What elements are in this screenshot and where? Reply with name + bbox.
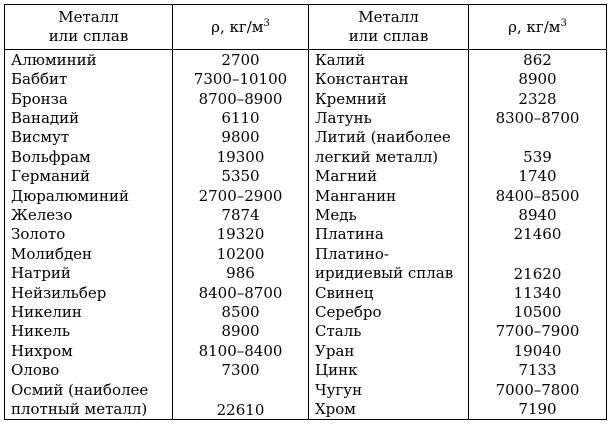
right-density-value: 10500 [469,302,607,321]
table-row [5,399,607,419]
table-row [5,263,607,282]
table-row [5,322,607,341]
left-density-value: 19320 [173,225,309,244]
table-row [5,166,607,185]
left-density-value: 7300 [173,361,309,380]
header-rho-unit: кг/м [526,17,561,36]
left-density-value: 2700 [173,50,309,70]
left-density-value: 9800 [173,128,309,147]
left-density-value: 8900 [173,322,309,341]
left-density-value: 986 [173,263,309,282]
left-metal-name: Баббит [5,69,173,88]
table-row [5,361,607,380]
right-density-value: 19040 [469,341,607,360]
left-metal-name: Бронза [5,89,173,108]
right-metal-name: Чугун [309,380,469,399]
right-metal-name: Цинк [309,361,469,380]
header-row [5,5,607,50]
left-metal-name: Никелин [5,302,173,321]
table-row [5,283,607,302]
left-metal-name: плотный металл) [5,399,173,419]
header-density-right [469,5,607,50]
left-density-value: 8100–8400 [173,341,309,360]
right-metal-name: Платино- [309,244,469,263]
left-metal-name: Молибден [5,244,173,263]
left-metal-name: Нейзильбер [5,283,173,302]
left-density-value: 2700–2900 [173,186,309,205]
table-row [5,69,607,88]
right-metal-name: Латунь [309,108,469,127]
left-density-value: 7874 [173,205,309,224]
right-metal-name: Серебро [309,302,469,321]
left-metal-name: Олово [5,361,173,380]
table-row [5,341,607,360]
right-density-value: 21620 [469,263,607,282]
left-metal-name: Ванадий [5,108,173,127]
left-density-value: 5350 [173,166,309,185]
header-metal-line2: или сплав [348,27,429,45]
left-metal-name: Осмий (наиболее [5,380,173,399]
right-metal-name: Медь [309,205,469,224]
header-metal-line1: Металл [58,8,119,26]
header-rho-exp: 3 [263,17,270,29]
header-rho-exp: 3 [560,17,567,29]
left-metal-name: Дюралюминий [5,186,173,205]
left-density-value: 8400–8700 [173,283,309,302]
left-metal-name: Алюминий [5,50,173,70]
right-metal-name: Уран [309,341,469,360]
right-metal-name: иридиевый сплав [309,263,469,282]
right-density-value: 11340 [469,283,607,302]
right-metal-name: Литий (наиболее [309,128,469,147]
right-density-value: 7190 [469,399,607,419]
right-metal-name: Свинец [309,283,469,302]
table-row [5,302,607,321]
left-metal-name: Никель [5,322,173,341]
table-row [5,50,607,70]
right-density-value: 8300–8700 [469,108,607,127]
right-metal-name: Магний [309,166,469,185]
table-row [5,128,607,147]
left-density-value: 8700–8900 [173,89,309,108]
left-density-value: 22610 [173,399,309,419]
left-metal-name: Железо [5,205,173,224]
right-metal-name: легкий металл) [309,147,469,166]
left-density-value [173,380,309,399]
header-rho-symbol: ρ, [508,17,522,36]
right-density-value: 8940 [469,205,607,224]
right-density-value: 21460 [469,225,607,244]
right-density-value: 7700–7900 [469,322,607,341]
left-density-value: 19300 [173,147,309,166]
table-row [5,380,607,399]
left-metal-name: Вольфрам [5,147,173,166]
right-metal-name: Сталь [309,322,469,341]
right-density-value: 7133 [469,361,607,380]
header-rho-unit: кг/м [229,17,264,36]
left-metal-name: Натрий [5,263,173,282]
header-metal-left [5,5,173,50]
left-metal-name: Германий [5,166,173,185]
right-metal-name: Кремний [309,89,469,108]
right-metal-name: Платина [309,225,469,244]
right-density-value: 2328 [469,89,607,108]
table-row [5,205,607,224]
table-row [5,244,607,263]
table-row [5,186,607,205]
right-density-value [469,128,607,147]
right-density-value: 1740 [469,166,607,185]
table-row [5,225,607,244]
right-density-value: 8400–8500 [469,186,607,205]
right-density-value: 7000–7800 [469,380,607,399]
right-metal-name: Манганин [309,186,469,205]
left-density-value: 7300–10100 [173,69,309,88]
table-row [5,89,607,108]
header-metal-line1: Металл [358,8,419,26]
right-density-value: 8900 [469,69,607,88]
table-body [5,50,607,420]
table-row [5,147,607,166]
right-density-value [469,244,607,263]
left-density-value: 8500 [173,302,309,321]
table-row [5,108,607,127]
left-density-value: 6110 [173,108,309,127]
header-metal-right [309,5,469,50]
header-metal-line2: или сплав [48,27,129,45]
header-density-left [173,5,309,50]
left-metal-name: Золото [5,225,173,244]
right-metal-name: Хром [309,399,469,419]
right-density-value: 539 [469,147,607,166]
right-density-value: 862 [469,50,607,70]
left-metal-name: Висмут [5,128,173,147]
left-density-value: 10200 [173,244,309,263]
header-rho-symbol: ρ, [211,17,225,36]
right-metal-name: Калий [309,50,469,70]
density-table [4,4,607,420]
right-metal-name: Константан [309,69,469,88]
left-metal-name: Нихром [5,341,173,360]
